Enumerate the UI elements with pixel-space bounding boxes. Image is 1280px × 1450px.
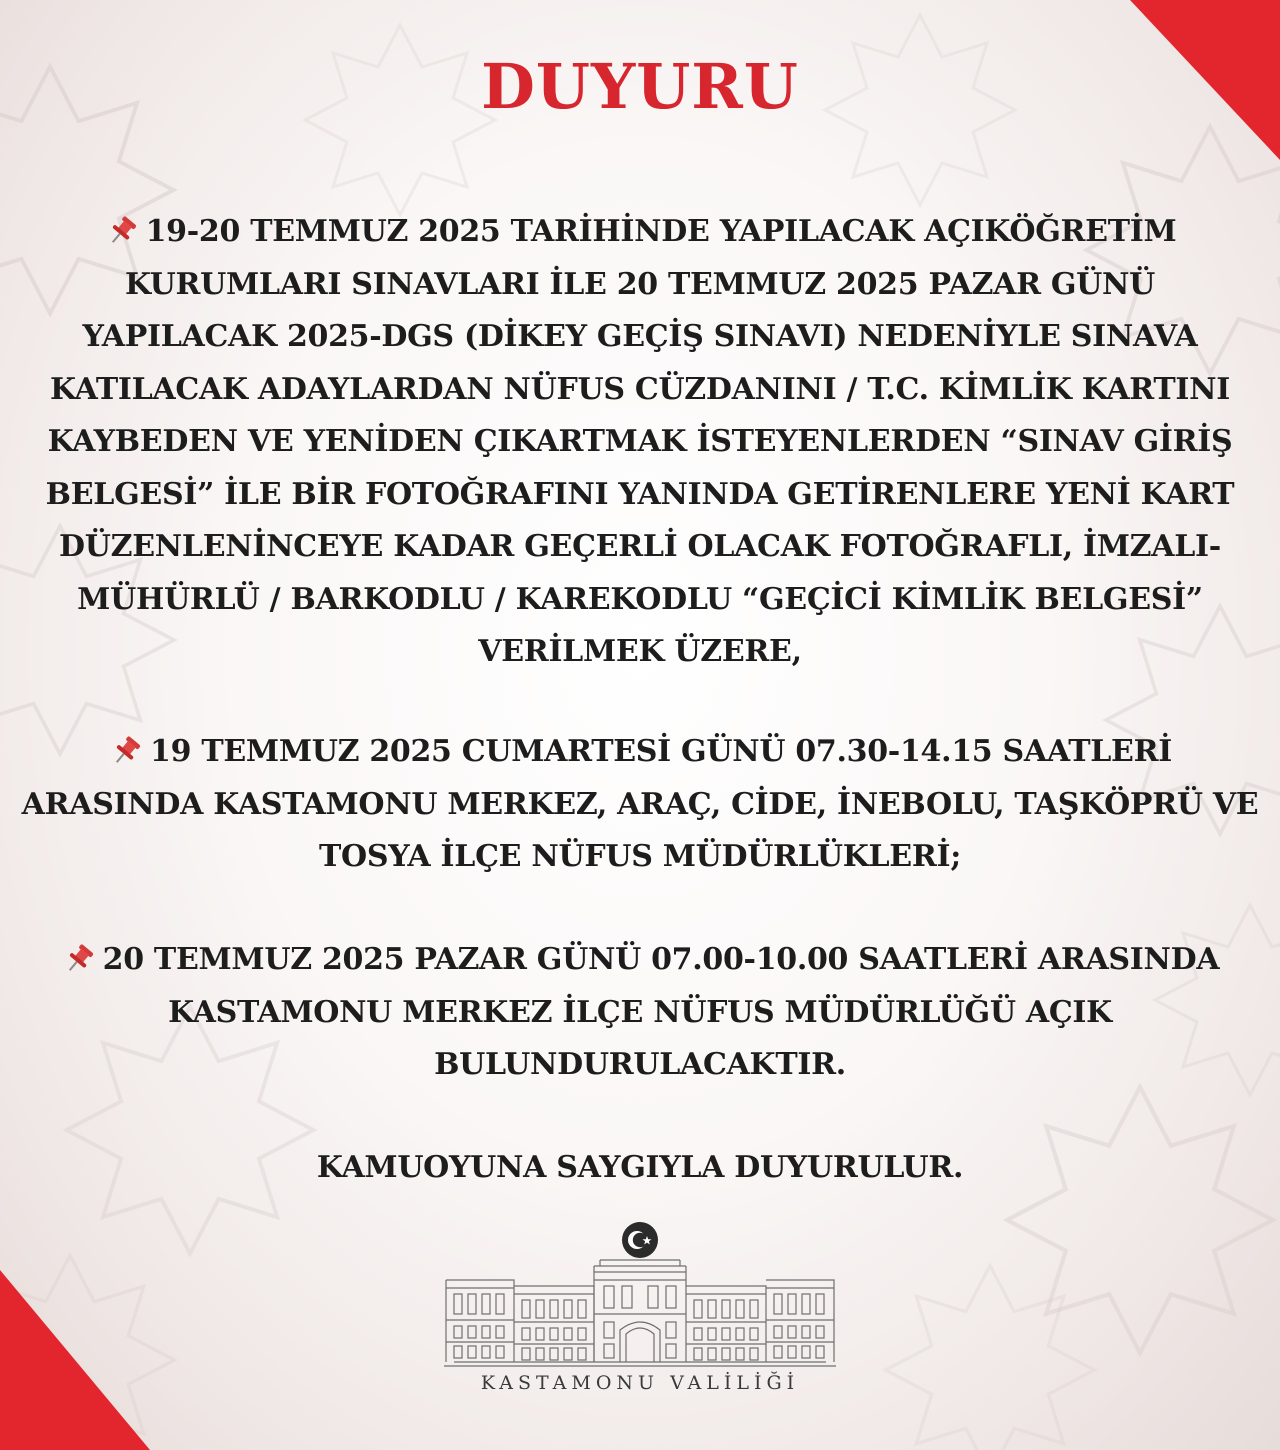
paragraph-1-line-9: VERİLMEK ÜZERE, bbox=[478, 634, 802, 669]
paragraph-1-line-6: BELGESİ” İLE BİR FOTOĞRAFINI YANINDA GETİRENLERE YENİ KART bbox=[45, 476, 1235, 512]
paragraph-2-line-2: ARASINDA KASTAMONU MERKEZ, ARAÇ, CİDE, İNEBOLU, TAŞKÖPRÜ VE bbox=[21, 786, 1259, 822]
organization-name: KASTAMONU VALİLİĞİ bbox=[480, 1372, 800, 1394]
bottom-left-red-corner bbox=[0, 1270, 150, 1450]
pushpin-icon bbox=[108, 735, 146, 765]
paragraph-3-line-1: 20 TEMMUZ 2025 PAZAR GÜNÜ 07.00-10.00 SAATLERİ ARASINDA bbox=[20, 934, 1260, 987]
closing-statement bbox=[20, 1142, 1260, 1195]
paragraph-1-line-4: KATILACAK ADAYLARDAN NÜFUS CÜZDANINI / T.C. KİMLİK KARTINI bbox=[49, 371, 1231, 407]
paragraph-1-line-5: KAYBEDEN VE YENİDEN ÇIKARTMAK İSTEYENLERDEN “SINAV GİRİŞ bbox=[47, 424, 1233, 459]
paragraph-1-line-7: DÜZENLENİNCEYE KADAR GEÇERLİ OLACAK FOTOĞRAFLI, İMZALI- bbox=[59, 529, 1221, 564]
announcement-paragraph-2 bbox=[10, 726, 1270, 884]
paragraph-1-line-3: YAPILACAK 2025-DGS (DİKEY GEÇİŞ SINAVI) NEDENİYLE SINAVA bbox=[82, 319, 1198, 354]
governorship-building-logo bbox=[444, 1258, 836, 1370]
page-title: DUYURU bbox=[481, 50, 799, 123]
announcement-paragraph-3 bbox=[20, 934, 1260, 1092]
crescent-star-emblem-icon bbox=[620, 1220, 660, 1260]
paragraph-1-line-2: KURUMLARI SINAVLARI İLE 20 TEMMUZ 2025 PAZAR GÜNÜ bbox=[124, 266, 1156, 302]
paragraph-3-line-2: KASTAMONU MERKEZ İLÇE NÜFUS MÜDÜRLÜĞÜ AÇIK bbox=[168, 994, 1112, 1030]
paragraph-1-line-1: 19-20 TEMMUZ 2025 TARİHİNDE YAPILACAK AÇIKÖĞRETİM bbox=[20, 206, 1260, 259]
announcement-paragraph-1 bbox=[20, 206, 1260, 679]
pushpin-icon bbox=[104, 215, 142, 245]
closing-line: KAMUOYUNA SAYGIYLA DUYURULUR. bbox=[316, 1150, 964, 1185]
paragraph-2-line-3: TOSYA İLÇE NÜFUS MÜDÜRLÜKLERİ; bbox=[319, 839, 961, 874]
paragraph-2-line-1: 19 TEMMUZ 2025 CUMARTESİ GÜNÜ 07.30-14.15 SAATLERİ bbox=[10, 726, 1270, 779]
pushpin-icon bbox=[61, 943, 99, 973]
paragraph-1-line-8: MÜHÜRLÜ / BARKODLU / KAREKODLU “GEÇİCİ KİMLİK BELGESİ” bbox=[77, 581, 1203, 617]
paragraph-3-line-3: BULUNDURULACAKTIR. bbox=[434, 1047, 846, 1082]
